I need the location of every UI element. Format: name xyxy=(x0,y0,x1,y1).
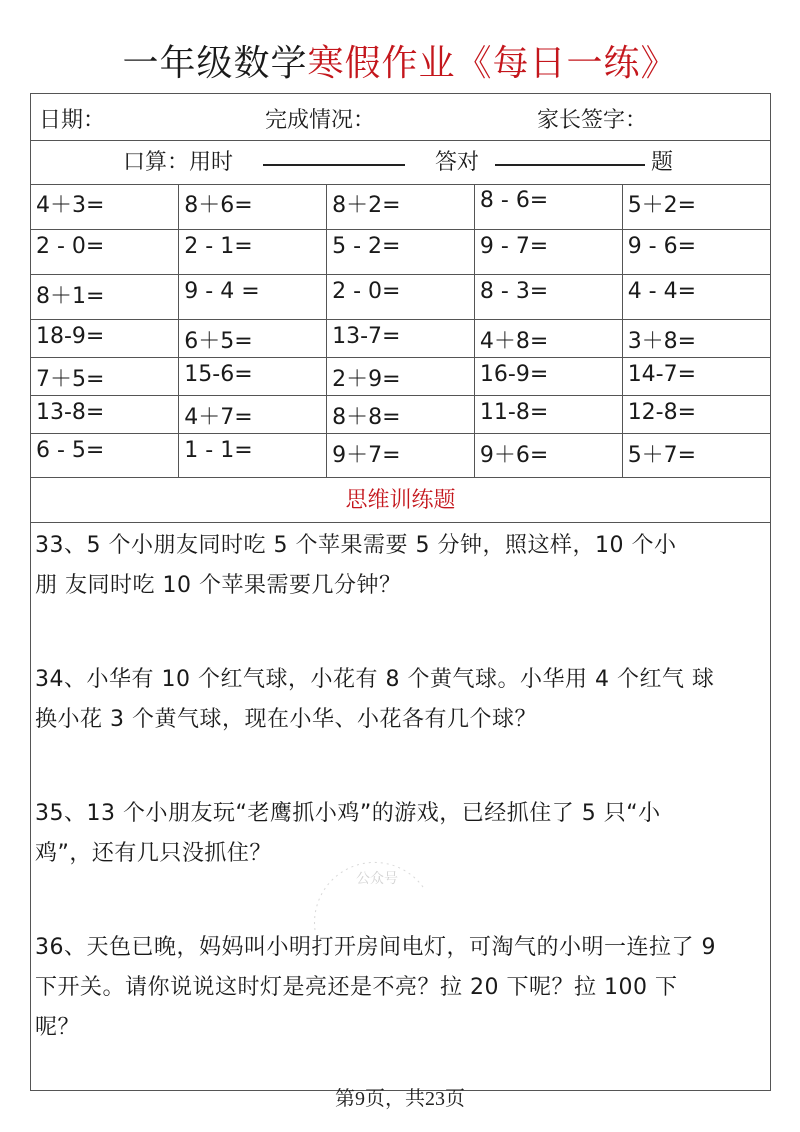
unit-label: 题 xyxy=(651,150,674,175)
calc-cell: 9＋7= xyxy=(327,433,475,477)
calc-cell: 12-8= xyxy=(622,395,770,433)
section-title: 思维训练题 xyxy=(31,480,770,523)
calc-cell: 3＋8= xyxy=(622,319,770,357)
oral-row xyxy=(31,140,770,185)
oral-time-label: 口算：用时 xyxy=(123,150,234,175)
calc-cell: 9 - 7= xyxy=(474,229,622,274)
calc-cell: 8 - 3= xyxy=(474,274,622,319)
question-line: 换小花 3 个黄气球，现在小华、小花各有几个球？ xyxy=(35,707,537,732)
calc-cell: 14-7= xyxy=(622,357,770,395)
title-black: 一年级数学 xyxy=(122,43,308,84)
calc-row xyxy=(31,229,770,274)
calc-cell: 5 - 2= xyxy=(327,229,475,274)
status-label: 完成情况： xyxy=(265,108,376,133)
calc-cell: 2 - 0= xyxy=(327,274,475,319)
calc-row xyxy=(31,319,770,357)
calc-cell: 5＋2= xyxy=(622,184,770,229)
question-line: 朋 友同时吃 10 个苹果需要几分钟？ xyxy=(35,573,402,598)
title-red: 寒假作业《每日一练》 xyxy=(307,43,678,84)
correct-label: 答对 xyxy=(435,150,480,175)
calc-cell: 11-8= xyxy=(474,395,622,433)
calc-cell: 8＋6= xyxy=(179,184,327,229)
page-title xyxy=(0,38,800,90)
calc-cell: 1 - 1= xyxy=(179,433,327,477)
question-line: 35、13 个小朋友玩“老鹰抓小鸡”的游戏，已经抓住了 5 只“小 xyxy=(35,801,661,826)
calc-cell: 16-9= xyxy=(474,357,622,395)
calc-row xyxy=(31,357,770,395)
calc-cell: 4 - 4= xyxy=(622,274,770,319)
calc-cell: 13-8= xyxy=(31,395,179,433)
watermark-seal-icon xyxy=(300,840,440,950)
calc-cell: 13-7= xyxy=(327,319,475,357)
question-line: 36、天色已晚，妈妈叫小明打开房间电灯，可淘气的小明一连拉了 9 xyxy=(35,935,716,960)
calc-cell: 6 - 5= xyxy=(31,433,179,477)
calc-cell: 18-9= xyxy=(31,319,179,357)
oral-calc-table xyxy=(31,184,770,478)
question-line: 呢？ xyxy=(35,1015,81,1040)
calc-row xyxy=(31,274,770,319)
watermark-stamp xyxy=(300,840,440,950)
watermark-text: 公众号 xyxy=(356,871,398,887)
question-line: 33、5 个小朋友同时吃 5 个苹果需要 5 分钟，照这样，10 个小 xyxy=(35,533,677,558)
question-line: 鸡”，还有几只没抓住？ xyxy=(35,841,272,866)
sign-label: 家长签字： xyxy=(537,108,648,133)
time-blank xyxy=(263,140,405,176)
question-line: 下开关。请你说说这时灯是亮还是不亮？拉 20 下呢？拉 100 下 xyxy=(35,975,678,1000)
calc-cell: 4＋7= xyxy=(179,395,327,433)
calc-cell: 8＋1= xyxy=(31,274,179,319)
calc-cell: 8＋8= xyxy=(327,395,475,433)
question-34 xyxy=(35,660,769,740)
calc-cell: 15-6= xyxy=(179,357,327,395)
calc-cell: 8 - 6= xyxy=(474,184,622,229)
calc-cell: 5＋7= xyxy=(622,433,770,477)
calc-cell: 9 - 4 = xyxy=(179,274,327,319)
calc-cell: 2＋9= xyxy=(327,357,475,395)
calc-cell: 7＋5= xyxy=(31,357,179,395)
page-footer: 第9页，共23页 xyxy=(335,1088,465,1110)
question-line: 34、小华有 10 个红气球，小花有 8 个黄气球。小华用 4 个红气 球 xyxy=(35,667,715,692)
calc-cell: 2 - 0= xyxy=(31,229,179,274)
calc-cell: 4＋8= xyxy=(474,319,622,357)
calc-cell: 9＋6= xyxy=(474,433,622,477)
calc-row xyxy=(31,395,770,433)
calc-cell: 6＋5= xyxy=(179,319,327,357)
calc-row xyxy=(31,184,770,229)
calc-cell: 8＋2= xyxy=(327,184,475,229)
calc-cell: 4＋3= xyxy=(31,184,179,229)
date-label: 日期： xyxy=(39,108,106,133)
question-33 xyxy=(35,526,769,606)
calc-cell: 2 - 1= xyxy=(179,229,327,274)
correct-blank xyxy=(495,140,645,176)
info-row xyxy=(31,94,770,141)
calc-row xyxy=(31,433,770,477)
calc-cell: 9 - 6= xyxy=(622,229,770,274)
